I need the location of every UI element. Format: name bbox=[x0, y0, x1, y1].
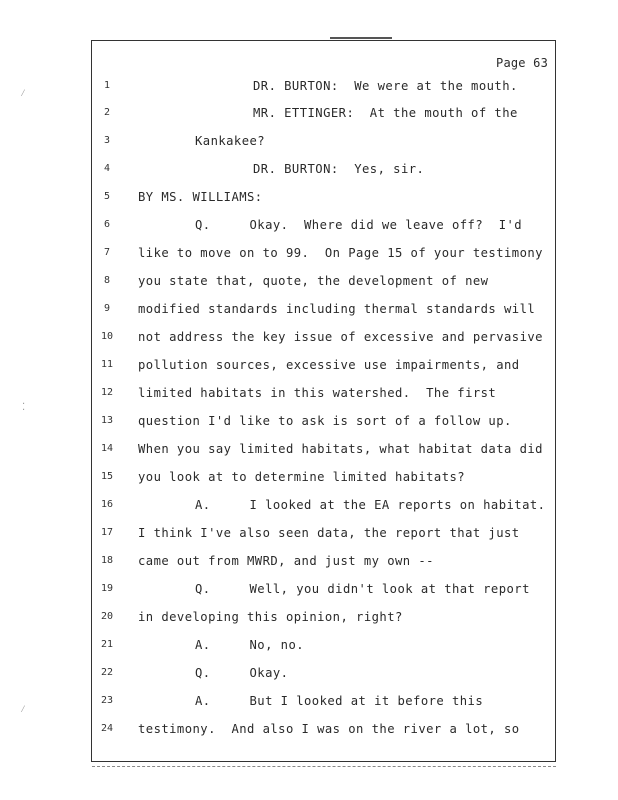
line-text: you state that, quote, the development of new bbox=[138, 274, 489, 288]
transcript-line bbox=[92, 467, 557, 487]
transcript-line bbox=[92, 187, 557, 207]
line-number: 6 bbox=[103, 219, 111, 230]
line-text: Q. Okay. bbox=[195, 666, 289, 680]
line-text: Q. Well, you didn't look at that report bbox=[195, 582, 530, 596]
transcript-line bbox=[92, 635, 557, 655]
line-text: I think I've also seen data, the report that just bbox=[138, 526, 520, 540]
line-number: 15 bbox=[100, 471, 114, 482]
line-number: 3 bbox=[103, 135, 111, 146]
line-text: DR. BURTON: Yes, sir. bbox=[253, 162, 425, 176]
line-text: Kankakee? bbox=[195, 134, 266, 148]
line-number: 12 bbox=[100, 387, 114, 398]
line-text: in developing this opinion, right? bbox=[138, 610, 403, 624]
line-text: MR. ETTINGER: At the mouth of the bbox=[253, 106, 518, 120]
line-text: A. No, no. bbox=[195, 638, 305, 652]
line-text: testimony. And also I was on the river a lot, so bbox=[138, 722, 520, 736]
line-text: DR. BURTON: We were at the mouth. bbox=[253, 79, 518, 93]
transcript-line bbox=[92, 439, 557, 459]
line-text: you look at to determine limited habitats? bbox=[138, 470, 466, 484]
line-text: When you say limited habitats, what habitat data did bbox=[138, 442, 543, 456]
line-number: 4 bbox=[103, 163, 111, 174]
line-text: A. I looked at the EA reports on habitat. bbox=[195, 498, 546, 512]
line-text: A. But I looked at it before this bbox=[195, 694, 484, 708]
line-number: 14 bbox=[100, 443, 114, 454]
transcript-line bbox=[92, 103, 557, 123]
line-text: came out from MWRD, and just my own -- bbox=[138, 554, 434, 568]
transcript-line bbox=[92, 215, 557, 235]
transcript-line bbox=[92, 327, 557, 347]
transcript-line bbox=[92, 76, 557, 96]
line-text: modified standards including thermal standards will bbox=[138, 302, 536, 316]
line-text: limited habitats in this watershed. The first bbox=[138, 386, 497, 400]
bottom-scan-edge bbox=[92, 766, 556, 767]
line-text: not address the key issue of excessive and pervasive bbox=[138, 330, 543, 344]
transcript-line bbox=[92, 719, 557, 739]
line-number: 10 bbox=[100, 331, 114, 342]
transcript-line bbox=[92, 299, 557, 319]
line-number: 5 bbox=[103, 191, 111, 202]
transcript-line bbox=[92, 691, 557, 711]
line-text: like to move on to 99. On Page 15 of your testimony bbox=[138, 246, 543, 260]
line-text: question I'd like to ask is sort of a follow up. bbox=[138, 414, 512, 428]
transcript-line bbox=[92, 411, 557, 431]
transcript-line bbox=[92, 159, 557, 179]
transcript-line bbox=[92, 271, 557, 291]
transcript-line bbox=[92, 495, 557, 515]
transcript-line bbox=[92, 523, 557, 543]
line-number: 19 bbox=[100, 583, 114, 594]
line-number: 1 bbox=[103, 80, 111, 91]
line-number: 20 bbox=[100, 611, 114, 622]
transcript-line bbox=[92, 551, 557, 571]
line-number: 17 bbox=[100, 527, 114, 538]
line-number: 8 bbox=[103, 275, 111, 286]
transcript-line bbox=[92, 243, 557, 263]
page-number: Page 63 bbox=[496, 56, 548, 70]
line-number: 23 bbox=[100, 695, 114, 706]
line-number: 16 bbox=[100, 499, 114, 510]
line-number: 22 bbox=[100, 667, 114, 678]
transcript-page bbox=[91, 40, 556, 762]
line-text: BY MS. WILLIAMS: bbox=[138, 190, 263, 204]
line-number: 9 bbox=[103, 303, 111, 314]
scan-speck: ⁚ bbox=[22, 402, 26, 413]
line-number: 21 bbox=[100, 639, 114, 650]
line-text: Q. Okay. Where did we leave off? I'd bbox=[195, 218, 523, 232]
transcript-line bbox=[92, 383, 557, 403]
transcript-line bbox=[92, 607, 557, 627]
line-number: 2 bbox=[103, 107, 111, 118]
transcript-line bbox=[92, 663, 557, 683]
transcript-line bbox=[92, 579, 557, 599]
line-number: 11 bbox=[100, 359, 114, 370]
top-scan-mark bbox=[330, 37, 392, 39]
line-text: pollution sources, excessive use impairments, and bbox=[138, 358, 520, 372]
transcript-line bbox=[92, 355, 557, 375]
line-number: 18 bbox=[100, 555, 114, 566]
line-number: 13 bbox=[100, 415, 114, 426]
scan-speck: ⁄ bbox=[20, 704, 27, 715]
transcript-line bbox=[92, 131, 557, 151]
line-number: 7 bbox=[103, 247, 111, 258]
scan-speck: ⁄ bbox=[20, 88, 27, 99]
line-number: 24 bbox=[100, 723, 114, 734]
